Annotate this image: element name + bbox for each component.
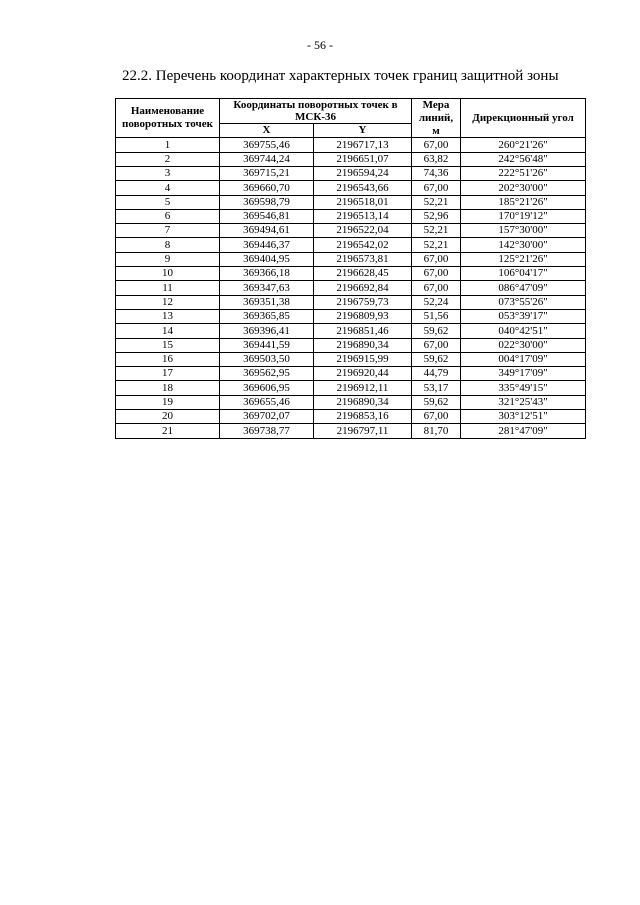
table-row bbox=[116, 238, 586, 252]
table-row bbox=[116, 267, 586, 281]
cell-x: 369404,95 bbox=[220, 252, 314, 266]
cell-x: 369660,70 bbox=[220, 181, 314, 195]
cell-point-number: 11 bbox=[116, 281, 220, 295]
cell-line-length: 53,17 bbox=[412, 381, 461, 395]
cell-direction-angle: 222°51'26" bbox=[461, 166, 586, 180]
table-row bbox=[116, 324, 586, 338]
cell-y: 2196853,16 bbox=[314, 410, 412, 424]
cell-y: 2196573,81 bbox=[314, 252, 412, 266]
cell-line-length: 81,70 bbox=[412, 424, 461, 438]
table-row bbox=[116, 224, 586, 238]
cell-y: 2196912,11 bbox=[314, 381, 412, 395]
cell-point-number: 16 bbox=[116, 352, 220, 366]
cell-x: 369365,85 bbox=[220, 309, 314, 323]
cell-line-length: 63,82 bbox=[412, 152, 461, 166]
cell-x: 369715,21 bbox=[220, 166, 314, 180]
cell-y: 2196594,24 bbox=[314, 166, 412, 180]
cell-x: 369366,18 bbox=[220, 267, 314, 281]
table-row bbox=[116, 281, 586, 295]
cell-x: 369562,95 bbox=[220, 367, 314, 381]
table-row bbox=[116, 138, 586, 152]
table-row bbox=[116, 152, 586, 166]
cell-line-length: 44,79 bbox=[412, 367, 461, 381]
cell-y: 2196890,34 bbox=[314, 395, 412, 409]
cell-line-length: 67,00 bbox=[412, 267, 461, 281]
table-row bbox=[116, 424, 586, 438]
cell-direction-angle: 242°56'48" bbox=[461, 152, 586, 166]
cell-line-length: 67,00 bbox=[412, 138, 461, 152]
cell-line-length: 52,96 bbox=[412, 209, 461, 223]
cell-direction-angle: 335°49'15" bbox=[461, 381, 586, 395]
cell-y: 2196809,93 bbox=[314, 309, 412, 323]
cell-y: 2196692,84 bbox=[314, 281, 412, 295]
cell-direction-angle: 202°30'00" bbox=[461, 181, 586, 195]
table-row bbox=[116, 181, 586, 195]
cell-x: 369441,59 bbox=[220, 338, 314, 352]
header-x: X bbox=[220, 124, 314, 138]
cell-line-length: 67,00 bbox=[412, 181, 461, 195]
cell-x: 369396,41 bbox=[220, 324, 314, 338]
cell-line-length: 67,00 bbox=[412, 281, 461, 295]
cell-point-number: 2 bbox=[116, 152, 220, 166]
cell-line-length: 52,21 bbox=[412, 238, 461, 252]
cell-x: 369494,61 bbox=[220, 224, 314, 238]
cell-x: 369546,81 bbox=[220, 209, 314, 223]
cell-direction-angle: 303°12'51" bbox=[461, 410, 586, 424]
table-row bbox=[116, 295, 586, 309]
cell-line-length: 52,24 bbox=[412, 295, 461, 309]
cell-direction-angle: 106°04'17" bbox=[461, 267, 586, 281]
header-direction-angle: Дирекционный угол bbox=[461, 99, 586, 138]
cell-line-length: 67,00 bbox=[412, 410, 461, 424]
cell-direction-angle: 281°47'09" bbox=[461, 424, 586, 438]
cell-y: 2196543,66 bbox=[314, 181, 412, 195]
cell-y: 2196628,45 bbox=[314, 267, 412, 281]
cell-direction-angle: 053°39'17" bbox=[461, 309, 586, 323]
cell-y: 2196759,73 bbox=[314, 295, 412, 309]
table-row bbox=[116, 410, 586, 424]
cell-line-length: 59,62 bbox=[412, 395, 461, 409]
coordinates-table bbox=[115, 98, 586, 439]
cell-direction-angle: 321°25'43" bbox=[461, 395, 586, 409]
cell-line-length: 59,62 bbox=[412, 352, 461, 366]
cell-point-number: 6 bbox=[116, 209, 220, 223]
table-row bbox=[116, 195, 586, 209]
header-line-length: Мера линий, м bbox=[412, 99, 461, 138]
cell-line-length: 67,00 bbox=[412, 338, 461, 352]
cell-x: 369503,50 bbox=[220, 352, 314, 366]
cell-direction-angle: 349°17'09" bbox=[461, 367, 586, 381]
cell-line-length: 59,62 bbox=[412, 324, 461, 338]
cell-point-number: 9 bbox=[116, 252, 220, 266]
table-row bbox=[116, 166, 586, 180]
cell-point-number: 14 bbox=[116, 324, 220, 338]
cell-x: 369738,77 bbox=[220, 424, 314, 438]
cell-x: 369755,46 bbox=[220, 138, 314, 152]
cell-x: 369347,63 bbox=[220, 281, 314, 295]
cell-line-length: 67,00 bbox=[412, 252, 461, 266]
table-row bbox=[116, 367, 586, 381]
cell-direction-angle: 185°21'26" bbox=[461, 195, 586, 209]
cell-point-number: 17 bbox=[116, 367, 220, 381]
cell-line-length: 74,36 bbox=[412, 166, 461, 180]
header-point-name: Наименование поворотных точек bbox=[116, 99, 220, 138]
cell-direction-angle: 260°21'26" bbox=[461, 138, 586, 152]
table-row bbox=[116, 395, 586, 409]
cell-direction-angle: 022°30'00" bbox=[461, 338, 586, 352]
table-row bbox=[116, 309, 586, 323]
cell-y: 2196522,04 bbox=[314, 224, 412, 238]
cell-y: 2196518,01 bbox=[314, 195, 412, 209]
cell-point-number: 3 bbox=[116, 166, 220, 180]
cell-x: 369598,79 bbox=[220, 195, 314, 209]
cell-direction-angle: 170°19'12" bbox=[461, 209, 586, 223]
cell-y: 2196920,44 bbox=[314, 367, 412, 381]
cell-point-number: 19 bbox=[116, 395, 220, 409]
header-coordinates: Координаты поворотных точек в МСК-36 bbox=[220, 99, 412, 124]
cell-point-number: 8 bbox=[116, 238, 220, 252]
cell-x: 369655,46 bbox=[220, 395, 314, 409]
cell-x: 369351,38 bbox=[220, 295, 314, 309]
cell-direction-angle: 073°55'26" bbox=[461, 295, 586, 309]
cell-line-length: 52,21 bbox=[412, 195, 461, 209]
cell-point-number: 1 bbox=[116, 138, 220, 152]
section-title: 22.2. Перечень координат характерных точек границ защитной зоны bbox=[122, 68, 559, 84]
cell-point-number: 4 bbox=[116, 181, 220, 195]
cell-x: 369744,24 bbox=[220, 152, 314, 166]
table-row bbox=[116, 209, 586, 223]
cell-y: 2196851,46 bbox=[314, 324, 412, 338]
cell-point-number: 13 bbox=[116, 309, 220, 323]
header-y: Y bbox=[314, 124, 412, 138]
cell-y: 2196542,02 bbox=[314, 238, 412, 252]
page-number: - 56 - bbox=[307, 38, 333, 52]
cell-direction-angle: 125°21'26" bbox=[461, 252, 586, 266]
cell-point-number: 20 bbox=[116, 410, 220, 424]
cell-point-number: 12 bbox=[116, 295, 220, 309]
cell-x: 369606,95 bbox=[220, 381, 314, 395]
cell-y: 2196915,99 bbox=[314, 352, 412, 366]
cell-direction-angle: 004°17'09" bbox=[461, 352, 586, 366]
cell-point-number: 18 bbox=[116, 381, 220, 395]
cell-y: 2196717,13 bbox=[314, 138, 412, 152]
cell-y: 2196890,34 bbox=[314, 338, 412, 352]
cell-x: 369702,07 bbox=[220, 410, 314, 424]
cell-y: 2196513,14 bbox=[314, 209, 412, 223]
cell-direction-angle: 040°42'51" bbox=[461, 324, 586, 338]
cell-point-number: 5 bbox=[116, 195, 220, 209]
cell-line-length: 52,21 bbox=[412, 224, 461, 238]
cell-direction-angle: 086°47'09" bbox=[461, 281, 586, 295]
cell-line-length: 51,56 bbox=[412, 309, 461, 323]
cell-point-number: 7 bbox=[116, 224, 220, 238]
table-row bbox=[116, 252, 586, 266]
cell-y: 2196797,11 bbox=[314, 424, 412, 438]
table-row bbox=[116, 352, 586, 366]
cell-direction-angle: 157°30'00" bbox=[461, 224, 586, 238]
cell-direction-angle: 142°30'00" bbox=[461, 238, 586, 252]
table-row bbox=[116, 381, 586, 395]
table-body bbox=[116, 138, 586, 438]
cell-point-number: 10 bbox=[116, 267, 220, 281]
table-row bbox=[116, 338, 586, 352]
table-header bbox=[116, 99, 586, 138]
cell-point-number: 21 bbox=[116, 424, 220, 438]
cell-x: 369446,37 bbox=[220, 238, 314, 252]
cell-point-number: 15 bbox=[116, 338, 220, 352]
cell-y: 2196651,07 bbox=[314, 152, 412, 166]
